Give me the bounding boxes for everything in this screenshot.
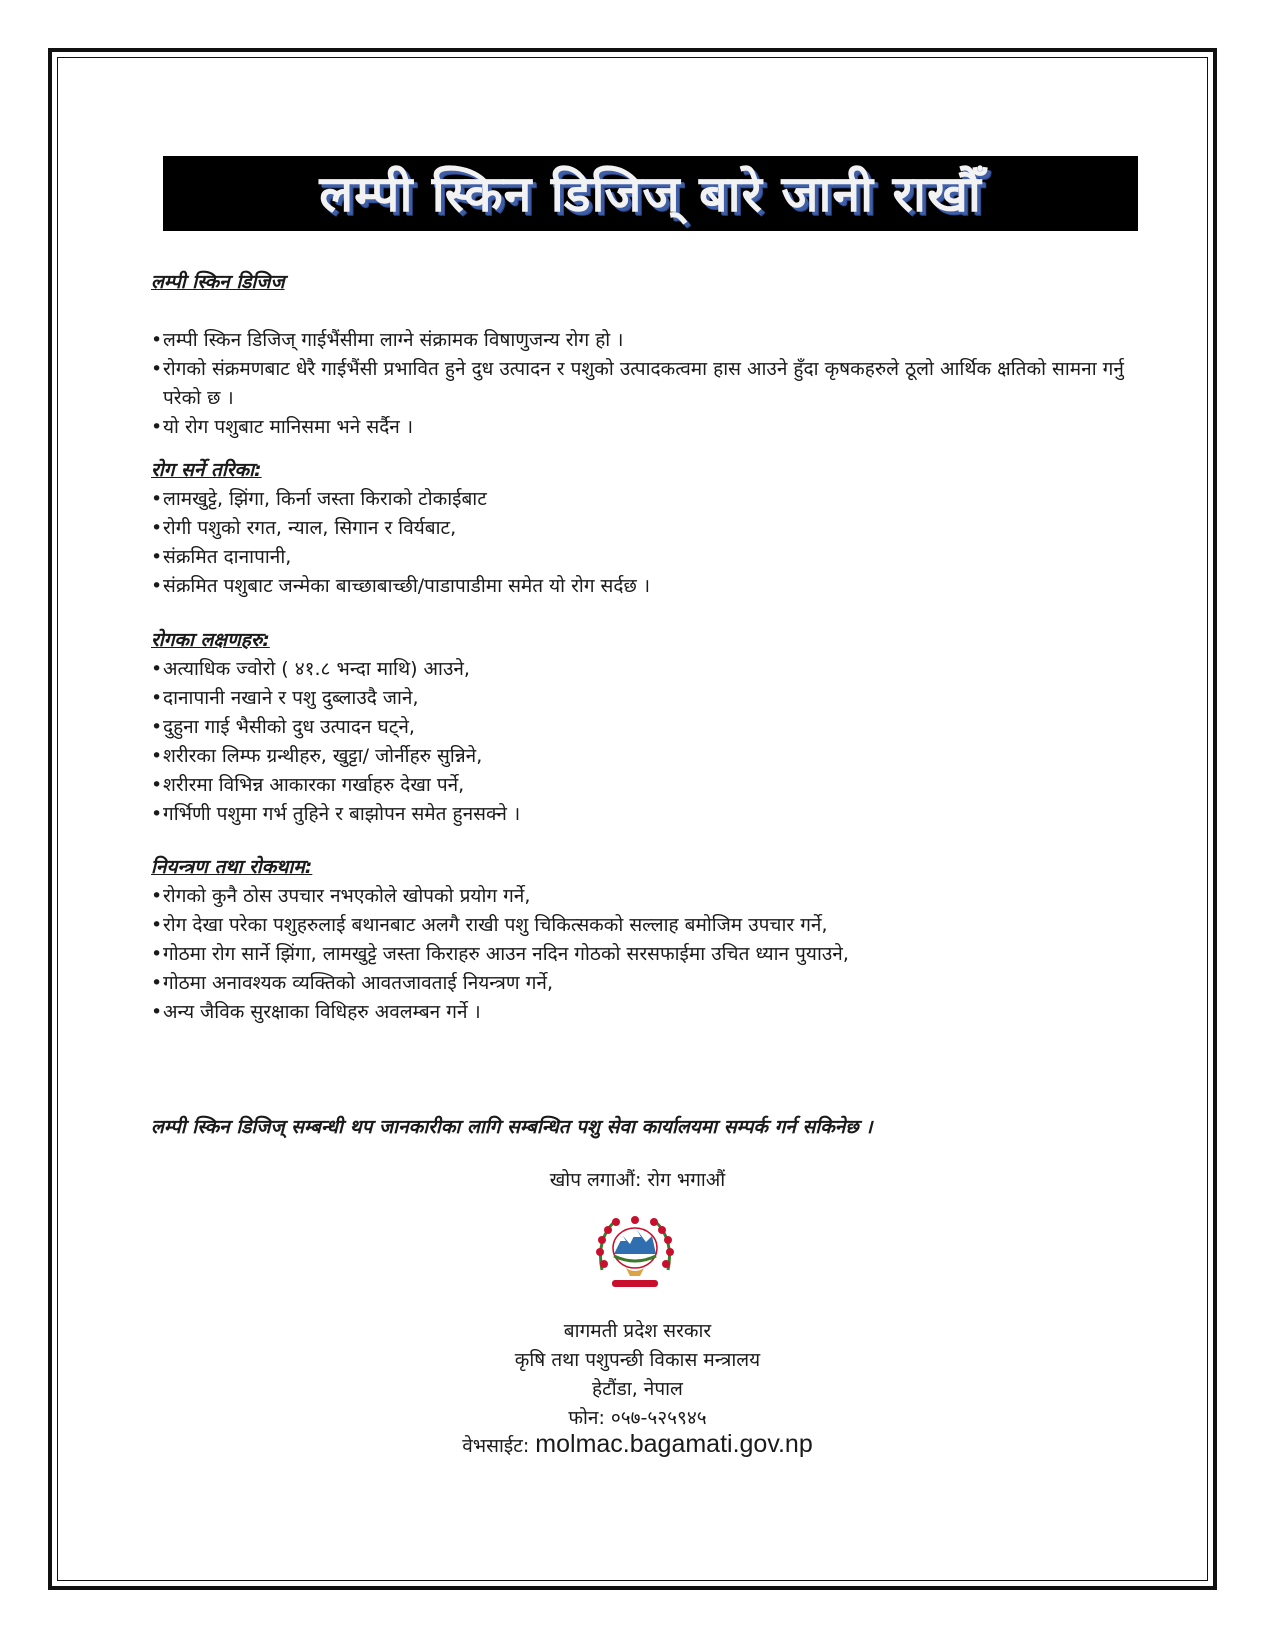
section-about xyxy=(151,268,1151,442)
footer-phone: फोन: ०५७-५२५९४५ xyxy=(568,1407,707,1429)
section-heading: लम्पी स्किन डिजिज xyxy=(151,271,285,293)
section-heading: रोगका लक्षणहरु: xyxy=(151,629,270,651)
website-link[interactable]: molmac.bagamati.gov.np xyxy=(535,1430,813,1458)
section-heading: नियन्त्रण तथा रोकथाम: xyxy=(151,856,313,878)
list-item: • शरीरका लिम्फ ग्रन्थीहरु, खुट्टा/ जोर्नीहरु सुन्निने, xyxy=(151,742,1151,771)
list-item: • अत्याधिक ज्वोरो ( ४१.८ भन्दा माथि) आउने, xyxy=(151,655,1151,684)
section-transmission xyxy=(151,456,1151,601)
list-item: • दानापानी नखाने र पशु दुब्लाउदै जाने, xyxy=(151,684,1151,713)
title-banner xyxy=(163,156,1138,231)
footer-website xyxy=(0,1430,1275,1461)
nepal-emblem-icon xyxy=(590,1210,680,1298)
list-item: • रोगी पशुको रगत, न्याल, सिगान र विर्यबाट, xyxy=(151,514,1151,543)
list-item: • संक्रमित पशुबाट जन्मेका बाच्छाबाच्छी/पाडापाडीमा समेत यो रोग सर्दछ । xyxy=(151,572,1151,601)
section-heading: रोग सर्ने तरिका: xyxy=(151,459,262,481)
list-item: • रोगको कुनै ठोस उपचार नभएकोले खोपको प्रयोग गर्ने, xyxy=(151,882,1151,911)
list-item: • संक्रमित दानापानी, xyxy=(151,543,1151,572)
list-item: • रोगको संक्रमणबाट धेरै गाईभैंसी प्रभावित हुने दुध उत्पादन र पशुको उत्पादकत्वमा हास आउने हुँदा कृषकहरुले ठूलो आर्थिक क्षतिको सामना गर्नु परेको छ । xyxy=(151,355,1151,413)
slogan: खोप लगाऔं: रोग भगाऔं xyxy=(549,1169,726,1191)
list-item: • अन्य जैविक सुरक्षाका विधिहरु अवलम्बन गर्ने । xyxy=(151,998,1151,1027)
page-title: लम्पी स्किन डिजिज् बारे जानी राखौँ xyxy=(319,164,982,223)
list-item: • गोठमा अनावश्यक व्यक्तिको आवतजावताई नियन्त्रण गर्ने, xyxy=(151,969,1151,998)
bullet-list xyxy=(151,655,1151,829)
bullet-list xyxy=(151,485,1151,601)
list-item: • लम्पी स्किन डिजिज् गाईभैंसीमा लाग्ने संक्रामक विषाणुजन्य रोग हो । xyxy=(151,326,1151,355)
bullet-list xyxy=(151,326,1151,442)
list-item: • शरीरमा विभिन्न आकारका गर्खाहरु देखा पर्ने, xyxy=(151,771,1151,800)
footer-location: हेटौंडा, नेपाल xyxy=(592,1378,683,1400)
list-item: • दुहुना गाई भैसीको दुध उत्पादन घट्ने, xyxy=(151,713,1151,742)
website-label: वेभसाईट: xyxy=(462,1435,530,1457)
list-item: • लामखुट्टे, झिंगा, किर्ना जस्ता किराको टोकाईबाट xyxy=(151,485,1151,514)
footer-org: बागमती प्रदेश सरकार xyxy=(563,1320,712,1342)
list-item: • गर्भिणी पशुमा गर्भ तुहिने र बाझोपन समेत हुनसक्ने । xyxy=(151,800,1151,829)
list-item: • यो रोग पशुबाट मानिसमा भने सर्दैन । xyxy=(151,413,1151,442)
section-symptoms xyxy=(151,626,1151,829)
section-control xyxy=(151,853,1151,1027)
list-item: • गोठमा रोग सार्ने झिंगा, लामखुट्टे जस्ता किराहरु आउन नदिन गोठको सरसफाईमा उचित ध्यान पुयाउने, xyxy=(151,940,1151,969)
bullet-list xyxy=(151,882,1151,1027)
footer-ministry: कृषि तथा पशुपन्छी विकास मन्त्रालय xyxy=(514,1349,761,1371)
closing-note: लम्पी स्किन डिजिज् सम्बन्धी थप जानकारीका लागि सम्बन्धित पशु सेवा कार्यालयमा सम्पर्क गर्न सकिनेछ । xyxy=(151,1116,873,1138)
list-item: • रोग देखा परेका पशुहरुलाई बथानबाट अलगै राखी पशु चिकित्सकको सल्लाह बमोजिम उपचार गर्ने, xyxy=(151,911,1151,940)
